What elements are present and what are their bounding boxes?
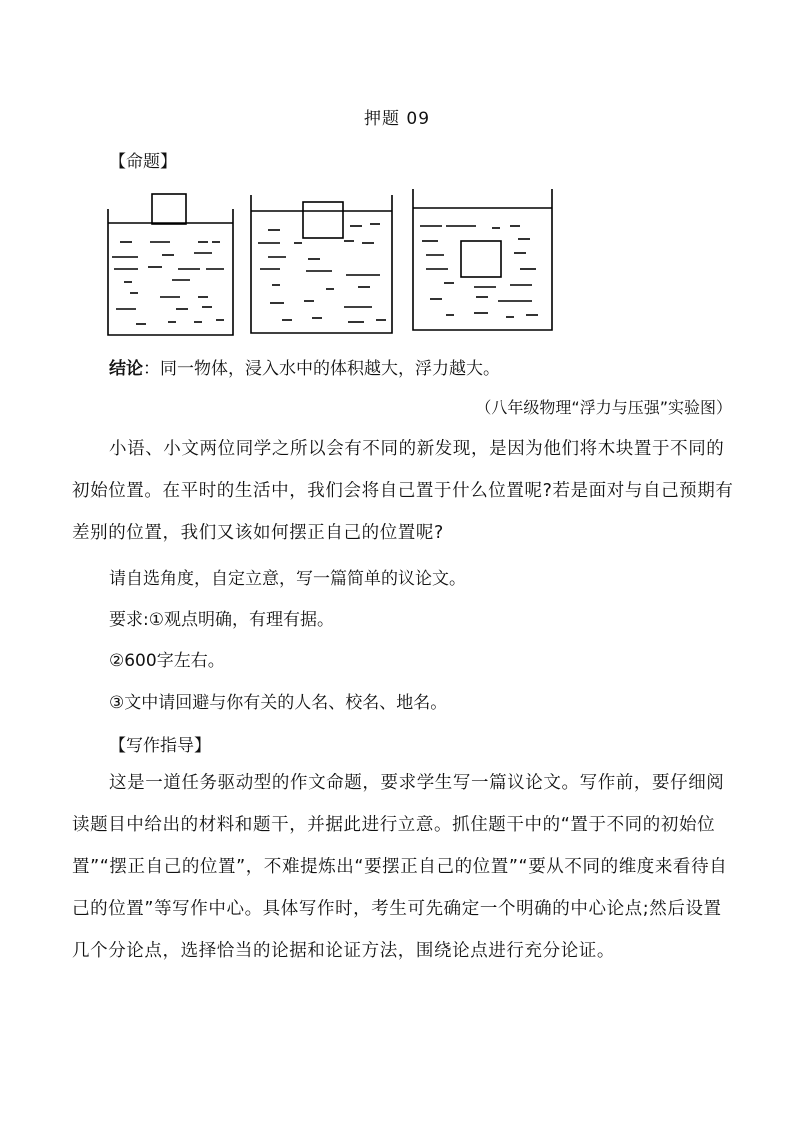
conclusion bbox=[109, 354, 500, 379]
figure-caption: （八年级物理“浮力与压强”实验图） bbox=[475, 398, 732, 417]
buoyancy-experiment-figure bbox=[100, 183, 560, 343]
prompt-text: 请自选角度，自定立意，写一篇简单的议论文。 bbox=[109, 569, 466, 589]
requirement-2: ②600字左右。 bbox=[109, 651, 225, 671]
requirement-3: ③文中请回避与你有关的人名、校名、地名。 bbox=[109, 693, 448, 713]
section-heading-guidance: 【写作指导】 bbox=[109, 736, 211, 756]
conclusion-label: 结论 bbox=[109, 359, 143, 379]
section-heading-proposition: 【命题】 bbox=[109, 152, 177, 172]
material-paragraph: 小语、小文两位同学之所以会有不同的新发现，是因为他们将木块置于不同的初始位置。在平时的生活中，我们会将自己置于什么位置呢?若是面对与自己预期有差别的位置，我们又该如何摆正自己的位置呢? bbox=[72, 439, 734, 543]
requirement-1: 要求:①观点明确，有理有据。 bbox=[109, 610, 334, 630]
page-title: 押题 09 bbox=[363, 109, 431, 129]
conclusion-text: ：同一物体，浸入水中的体积越大，浮力越大。 bbox=[143, 359, 500, 379]
guidance-paragraph: 这是一道任务驱动型的作文命题，要求学生写一篇议论文。写作前，要仔细阅读题目中给出的材料和题干，并据此进行立意。抓住题干中的“置于不同的初始位置”“摆正自己的位置”，不难提炼出“要摆正自己的位置”“要从不同的维度来看待自己的位置”等写作中心。具体写作时，考生可先确定一个明确的中心论点;然后设置几个分论点，选择恰当的论据和论证方法，围绕论点进行充分论证。 bbox=[72, 773, 728, 961]
